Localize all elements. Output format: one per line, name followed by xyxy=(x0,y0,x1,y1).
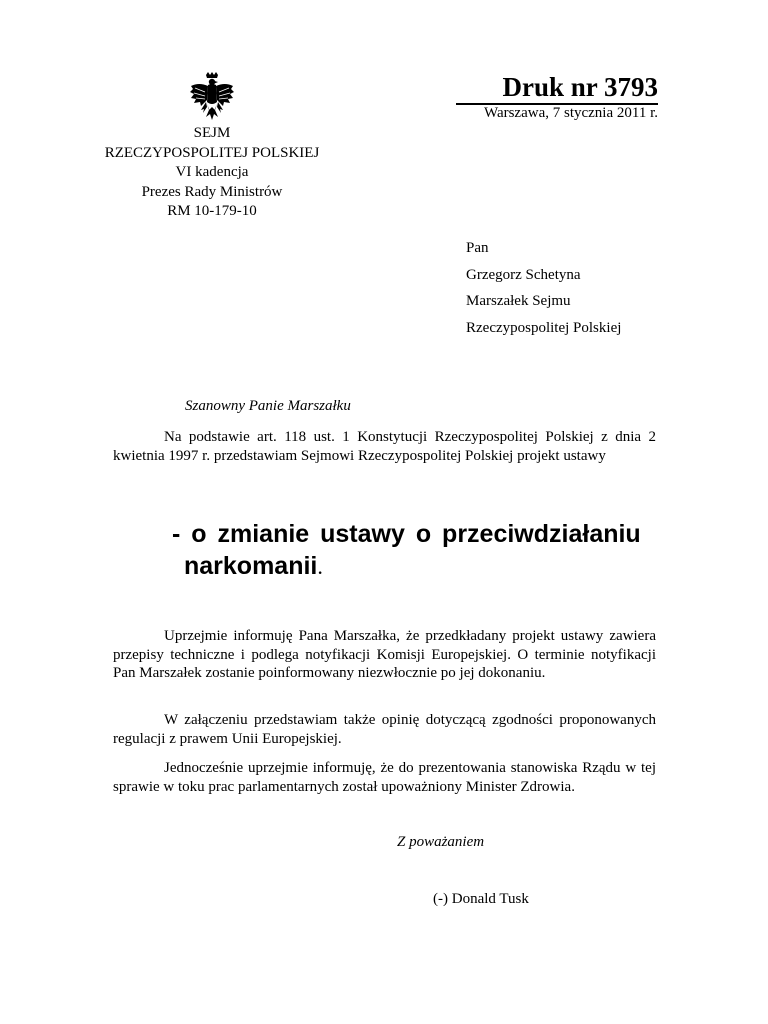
addressee-line: Grzegorz Schetyna xyxy=(466,266,581,283)
salutation: Szanowny Panie Marszałku xyxy=(185,398,351,414)
paragraph-text: Jednocześnie uprzejmie informuję, że do prezentowania stanowiska Rządu w tej sprawie w toku prac parlamentarnych został upoważniony Minister Zdrowia. xyxy=(113,760,656,795)
eagle-emblem-icon xyxy=(189,72,235,122)
bill-subject xyxy=(172,518,657,583)
paragraph-notification xyxy=(113,627,656,683)
paragraph-intro xyxy=(113,428,656,465)
addressee-line: Pan xyxy=(466,240,489,256)
subject-period: . xyxy=(317,554,323,579)
closing: Z poważaniem xyxy=(397,834,485,850)
addressee-line: Rzeczypospolitej Polskiej xyxy=(466,319,622,336)
sender-line: Prezes Rady Ministrów xyxy=(141,183,283,200)
addressee-block xyxy=(466,235,621,341)
subject-line-2: narkomanii xyxy=(184,552,318,580)
document-date: Warszawa, 7 stycznia 2011 r. xyxy=(483,105,658,121)
sender-header xyxy=(90,124,334,222)
document-number: Druk nr 3793 xyxy=(456,71,658,105)
addressee-line: Marszałek Sejmu xyxy=(466,293,571,309)
paragraph-representative xyxy=(113,759,656,796)
paragraph-text: W załączeniu przedstawiam także opinię dotyczącą zgodności proponowanych regulacji z prawem Unii Europejskiej. xyxy=(113,712,656,747)
sender-line: RZECZYPOSPOLITEJ POLSKIEJ xyxy=(104,144,320,161)
sender-line: SEJM xyxy=(193,125,231,141)
sender-line: RM 10-179-10 xyxy=(167,203,257,219)
paragraph-text: Na podstawie art. 118 ust. 1 Konstytucji Rzeczypospolitej Polskiej z dnia 2 kwietnia 1997 r. przedstawiam Sejmowi Rzeczypospolitej Polskiej projekt ustawy xyxy=(113,429,656,464)
sender-line: VI kadencja xyxy=(175,164,249,180)
paragraph-attachment xyxy=(113,711,656,748)
subject-line-1: - o zmianie ustawy o przeciwdziałaniu xyxy=(172,520,641,548)
signature: (-) Donald Tusk xyxy=(433,891,529,907)
paragraph-text: Uprzejmie informuję Pana Marszałka, że przedkładany projekt ustawy zawiera przepisy techniczne i podlega notyfikacji Komisji Europejskiej. O terminie notyfikacji Pan Marszałek zostanie poinformowany niezwłocznie po jej dokonaniu. xyxy=(113,628,656,681)
